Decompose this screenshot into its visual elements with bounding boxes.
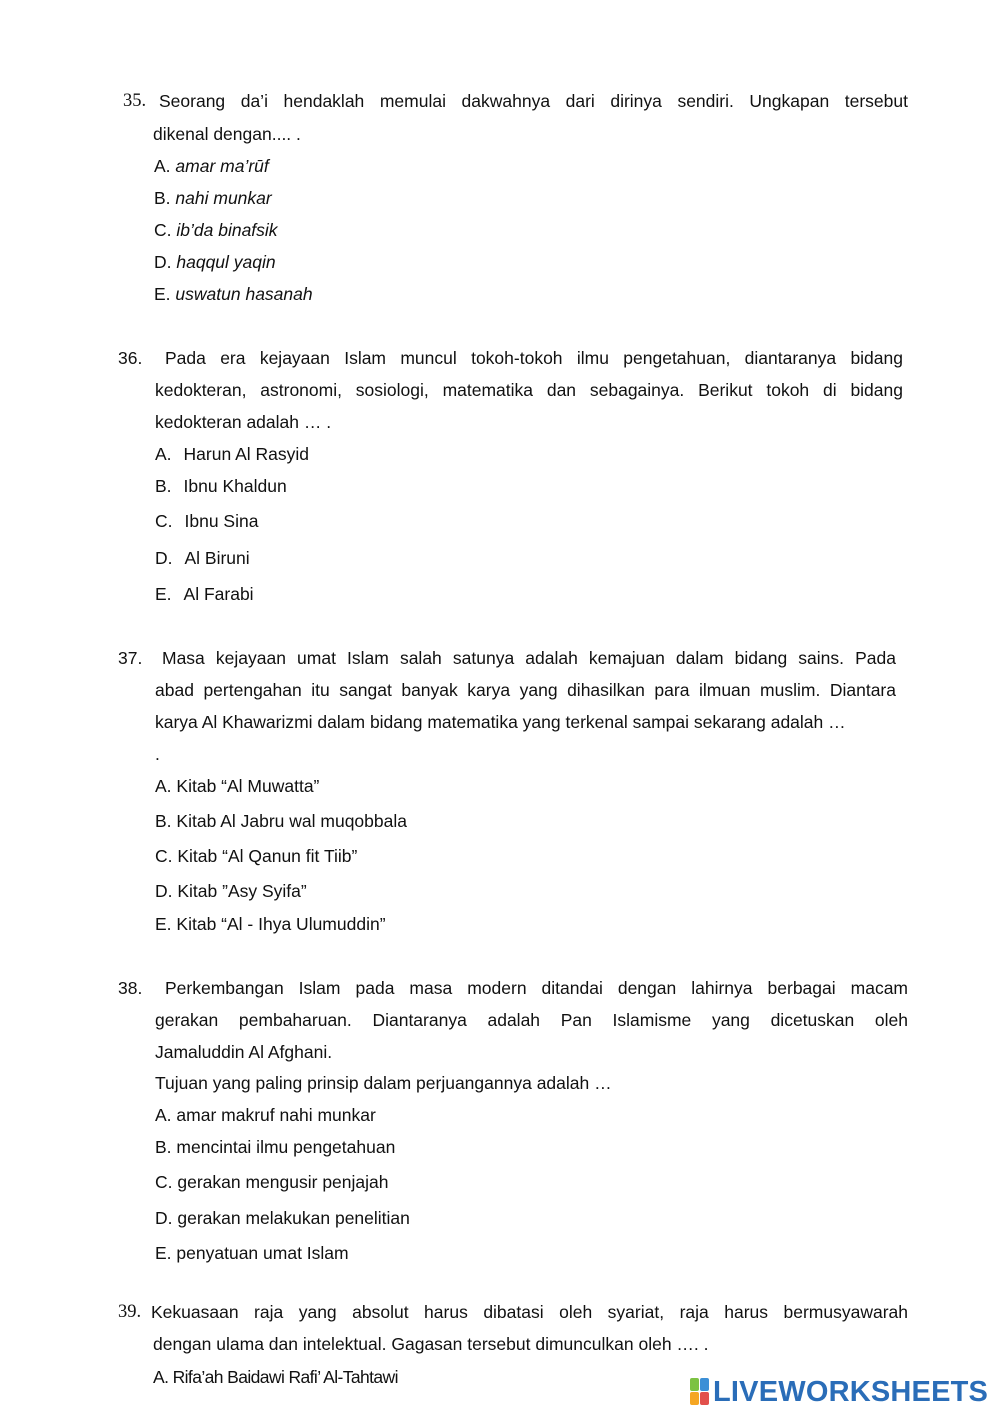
option-a[interactable]: A. amar makruf nahi munkar — [155, 1105, 376, 1125]
question-number: 39. — [118, 1302, 142, 1322]
question-number: 37. — [118, 648, 143, 668]
question-number: 35. — [123, 91, 147, 111]
option-e[interactable]: E. uswatun hasanah — [154, 284, 313, 304]
option-d[interactable]: D. haqqul yaqin — [154, 252, 276, 272]
option-b[interactable]: B. nahi munkar — [154, 188, 272, 208]
option-d[interactable]: D. Kitab ”Asy Syifa” — [155, 881, 307, 901]
option-c[interactable]: C. Ibnu Sina — [155, 511, 259, 531]
option-e[interactable]: E. penyatuan umat Islam — [155, 1243, 349, 1263]
option-b[interactable]: B. Kitab Al Jabru wal muqobbala — [155, 811, 407, 831]
question-number: 36. — [118, 348, 143, 368]
option-a[interactable]: A. Kitab “Al Muwatta” — [155, 776, 320, 796]
option-a[interactable]: A. amar ma’rūf — [154, 156, 269, 176]
liveworksheets-brand[interactable] — [690, 1374, 990, 1410]
option-b[interactable]: B. Ibnu Khaldun — [155, 476, 287, 496]
option-c[interactable]: C. Kitab “Al Qanun fit Tiib” — [155, 846, 358, 866]
question-number: 38. — [118, 978, 143, 998]
liveworksheets-logo-icon — [690, 1378, 710, 1406]
brand-name: LIVEWORKSHEETS — [713, 1375, 989, 1408]
option-c[interactable]: C. ib’da binafsik — [154, 220, 278, 240]
option-e[interactable]: E. Al Farabi — [155, 584, 254, 604]
option-e[interactable]: E. Kitab “Al - Ihya Ulumuddin” — [155, 914, 386, 934]
option-d[interactable]: D. Al Biruni — [155, 548, 250, 568]
option-b[interactable]: B. mencintai ilmu pengetahuan — [155, 1137, 396, 1157]
option-d[interactable]: D. gerakan melakukan penelitian — [155, 1208, 410, 1228]
option-a[interactable]: A. Harun Al Rasyid — [155, 444, 310, 464]
option-c[interactable]: C. gerakan mengusir penjajah — [155, 1172, 389, 1192]
option-a[interactable]: A. Rifa’ah Baidawi Rafi’ Al-Tahtawi — [153, 1367, 398, 1387]
